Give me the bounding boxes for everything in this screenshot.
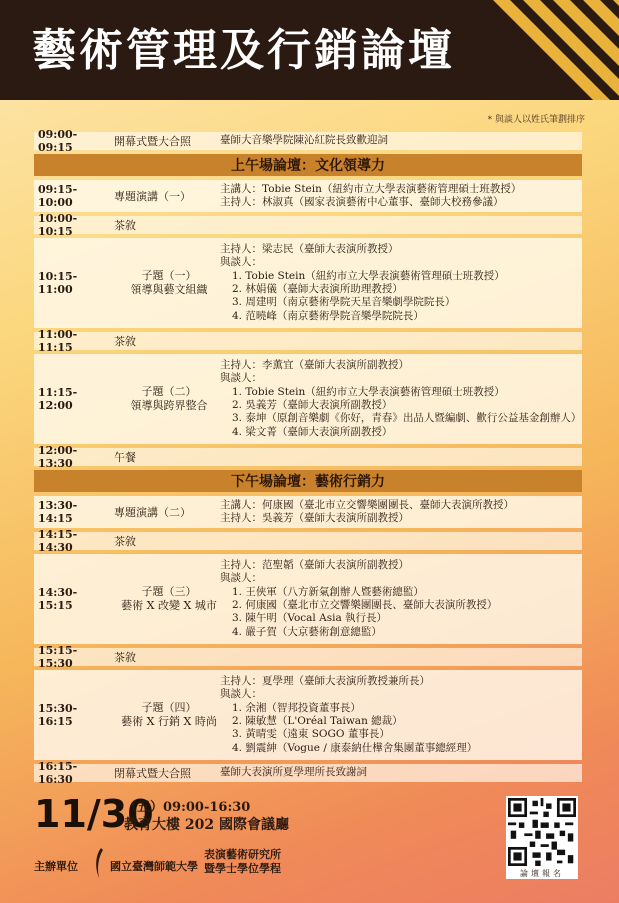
topic-title: 藝術 X 行銷 X 時尚 — [121, 715, 217, 728]
row-label: 茶敘 — [114, 219, 136, 232]
host-line: 主持人：梁志民（臺師大表演所教授） — [220, 242, 399, 255]
event-venue: 教育大樓 202 國際會議廳 — [124, 817, 289, 833]
panelist: 2. 陳敏慧（L'Oréal Taiwan 總裁） — [232, 715, 403, 727]
row-label: 茶敘 — [114, 335, 136, 348]
schedule-row — [34, 180, 582, 212]
schedule-row — [34, 354, 582, 444]
panelist: 3. 黃晴雯（遠東 SOGO 董事長） — [232, 728, 390, 741]
row-desc — [220, 183, 521, 210]
schedule-table — [34, 128, 582, 786]
panelist: 4. 嚴子賀（大京藝術創意總監） — [232, 625, 382, 638]
row-time: 10:15-11:00 — [38, 270, 78, 296]
schedule-row — [34, 238, 582, 328]
row-label: 茶敘 — [114, 651, 136, 664]
row-label: 茶敘 — [114, 535, 136, 548]
schedule-row — [34, 644, 582, 670]
row-desc — [220, 559, 497, 639]
row-time: 11:00-11:15 — [38, 328, 78, 354]
panel-heading: 與談人： — [220, 372, 262, 385]
panelist: 2. 何康國（臺北市立交響樂團團長、臺師大表演所教授） — [232, 599, 498, 611]
row-label — [114, 269, 224, 297]
row-desc: 臺師大表演所夏學理所長致謝詞 — [220, 766, 367, 779]
schedule-row — [34, 496, 582, 528]
schedule-row — [34, 328, 582, 354]
department-line: 暨學士學位學程 — [204, 862, 281, 875]
row-desc: 臺師大音樂學院陳沁紅院長致歡迎詞 — [220, 134, 388, 147]
row-time: 15:15-15:30 — [38, 644, 78, 670]
row-label — [114, 701, 224, 729]
row-desc — [220, 359, 581, 439]
event-date: 11/30 — [34, 792, 154, 836]
panelist: 1. 王俠軍（八方新氣創辦人暨藝術總監） — [232, 585, 424, 598]
page-title: 藝術管理及行銷論壇 — [32, 25, 455, 76]
panelist: 1. Tobie Stein（紐約市立大學表演藝術管理碩士班教授） — [232, 269, 505, 282]
row-label — [114, 585, 224, 613]
schedule-row — [34, 670, 582, 760]
section-afternoon: 下午場論壇：藝術行銷力 — [34, 470, 582, 492]
row-time: 12:00-13:30 — [38, 444, 78, 470]
speaker-line: 主講人：Tobie Stein（紐約市立大學表演藝術管理碩士班教授） — [220, 182, 522, 195]
panel-heading: 與談人： — [220, 688, 262, 701]
row-label: 專題演講（一） — [114, 190, 191, 203]
row-desc — [220, 243, 505, 323]
topic-title: 藝術 X 改變 X 城市 — [121, 599, 217, 612]
topic-title: 領導與藝文組織 — [130, 283, 208, 296]
ntnu-logo-icon — [92, 846, 106, 880]
host-line: 主持人：夏學理（臺師大表演所教授兼所長） — [220, 674, 430, 687]
topic-number: 子題（四） — [141, 701, 197, 714]
row-desc — [220, 675, 477, 755]
header-banner — [0, 0, 619, 100]
host-line: 主持人：林淑真（國家表演藝術中心董事、臺師大校務參議） — [220, 196, 504, 208]
schedule-row — [34, 760, 582, 786]
panelist: 4. 梁文菁（臺師大表演所副教授） — [232, 425, 393, 438]
panel-heading: 與談人： — [220, 572, 262, 585]
sort-note: * 與談人以姓氏筆劃排序 — [487, 115, 585, 125]
row-time: 09:15-10:00 — [38, 183, 78, 209]
organizer-university: 國立臺灣師範大學 — [110, 860, 198, 873]
row-desc — [220, 499, 514, 526]
qr-label: 論壇報名 — [506, 868, 578, 879]
schedule-row — [34, 128, 582, 154]
topic-number: 子題（二） — [141, 385, 197, 398]
department-line: 表演藝術研究所 — [204, 848, 281, 861]
row-label — [114, 385, 224, 413]
panelist: 2. 吳義芳（臺師大表演所副教授） — [232, 399, 393, 411]
panelist: 3. 陳午明（Vocal Asia 執行長） — [232, 612, 388, 625]
row-label: 午餐 — [114, 451, 136, 464]
row-time: 16:15-16:30 — [38, 760, 78, 786]
panelist: 4. 劉震紳（Vogue / 康泰納仕樺舍集團董事總經理） — [232, 741, 478, 754]
topic-number: 子題（三） — [141, 585, 197, 598]
row-label: 專題演講（二） — [114, 506, 191, 519]
event-time: （五）09:00-16:30 — [124, 800, 251, 815]
registration-qr-icon[interactable] — [506, 796, 578, 868]
panelist: 3. 周建明（南京藝術學院天星音樂劇學院院長） — [232, 296, 456, 309]
schedule-row — [34, 528, 582, 554]
panelist: 1. Tobie Stein（紐約市立大學表演藝術管理碩士班教授） — [232, 385, 505, 398]
row-time: 09:00-09:15 — [38, 128, 78, 154]
panelist: 2. 林娟儀（臺師大表演所助理教授） — [232, 283, 403, 295]
row-time: 15:30-16:15 — [38, 702, 78, 728]
organizer-department — [204, 848, 281, 876]
panel-heading: 與談人： — [220, 256, 262, 269]
panelist: 3. 泰坤（原創音樂劇《你好，青春》出品人暨編劇、歡行公益基金創辦人） — [232, 412, 582, 425]
topic-number: 子題（一） — [141, 269, 197, 282]
host-line: 主持人：吳義芳（臺師大表演所副教授） — [220, 512, 409, 524]
speaker-line: 主講人：何康國（臺北市立交響樂團團長、臺師大表演所教授） — [220, 498, 514, 511]
row-time: 10:00-10:15 — [38, 212, 78, 238]
row-time: 14:15-14:30 — [38, 528, 78, 554]
schedule-row — [34, 444, 582, 470]
row-time: 11:15-12:00 — [38, 386, 78, 412]
host-line: 主持人：范聖韜（臺師大表演所副教授） — [220, 558, 409, 571]
row-time: 13:30-14:15 — [38, 499, 78, 525]
schedule-row — [34, 212, 582, 238]
panelist: 1. 余湘（智邦投資董事長） — [232, 701, 361, 714]
section-morning: 上午場論壇：文化領導力 — [34, 154, 582, 176]
row-label: 開幕式暨大合照 — [114, 135, 191, 148]
topic-title: 領導與跨界整合 — [130, 399, 208, 412]
row-label: 閉幕式暨大合照 — [114, 767, 191, 780]
organizer-label: 主辦單位 — [34, 860, 78, 873]
panelist: 4. 范曉峰（南京藝術學院音樂學院院長） — [232, 309, 424, 322]
host-line: 主持人：李薫宜（臺師大表演所副教授） — [220, 358, 409, 371]
schedule-row — [34, 554, 582, 644]
row-time: 14:30-15:15 — [38, 586, 78, 612]
